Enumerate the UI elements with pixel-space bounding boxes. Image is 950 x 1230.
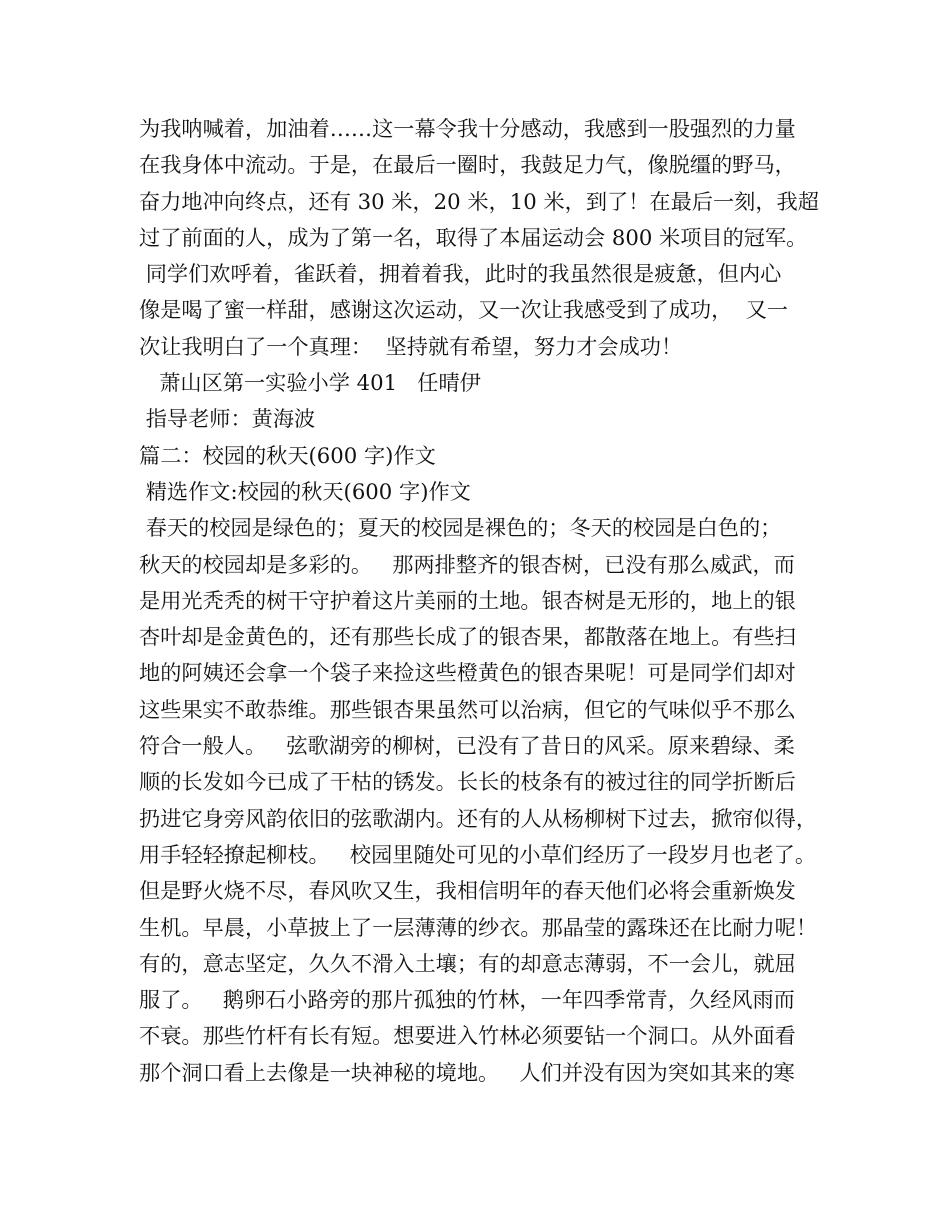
section-title: 篇二：校园的秋天(600 字)作文: [139, 442, 436, 468]
text-line: 杏叶却是金黄色的，还有那些长成了的银杏果，都散落在地上。有些扫: [139, 624, 796, 650]
text-line: 用手轻轻撩起柳枝。 校园里随处可见的小草们经历了一段岁月也老了。: [139, 841, 817, 867]
text-line: 同学们欢呼着，雀跃着，拥着着我，此时的我虽然很是疲惫，但内心: [139, 261, 782, 287]
text-line: 符合一般人。 弦歌湖旁的柳树，已没有了昔日的风采。原来碧绿、柔: [139, 733, 795, 759]
text-line: 但是野火烧不尽，春风吹又生，我相信明年的春天他们必将会重新焕发: [139, 878, 796, 904]
text-line: 不衰。那些竹杆有长有短。想要进入竹林必须要钻一个洞口。从外面看: [139, 1023, 796, 1049]
text-line: 地的阿姨还会拿一个袋子来捡这些橙黄色的银杏果呢！可是同学们却对: [139, 660, 796, 686]
teacher-line: 指导老师：黄海波: [139, 406, 316, 432]
text-line: 为我呐喊着，加油着……这一幕令我十分感动，我感到一股强烈的力量: [139, 116, 796, 141]
text-line: 奋力地冲向终点，还有 30 米，20 米，10 米，到了！在最后一刻，我超: [139, 188, 819, 214]
text-line: 像是喝了蜜一样甜，感谢这次运动，又一次让我感受到了成功， 又一: [139, 297, 789, 323]
text-line: 扔进它身旁风韵依旧的弦歌湖内。还有的人从杨柳树下过去，掀帘似得，: [139, 805, 818, 831]
author-line: 萧山区第一实验小学 401 任晴伊: [139, 370, 481, 396]
text-line: 在我身体中流动。于是，在最后一圈时，我鼓足力气，像脱缰的野马，: [139, 152, 796, 178]
text-line: 有的，意志坚定，久久不滑入土壤；有的却意志薄弱，不一会儿，就屈: [139, 950, 796, 976]
document-body: [139, 111, 839, 1091]
text-line: 次让我明白了一个真理： 坚持就有希望，努力才会成功！: [139, 333, 683, 359]
text-line: 这些果实不敢恭维。那些银杏果虽然可以治病，但它的气味似乎不那么: [139, 696, 796, 722]
text-line: 那个洞口看上去像是一块神秘的境地。 人们并没有因为突如其来的寒: [139, 1059, 795, 1085]
text-line: 服了。 鹅卵石小路旁的那片孤独的竹林，一年四季常青，久经风雨而: [139, 987, 795, 1013]
text-line: 秋天的校园却是多彩的。 那两排整齐的银杏树，已没有那么威武，而: [139, 551, 795, 577]
text-line: 生机。早晨，小草披上了一层薄薄的纱衣。那晶莹的露珠还在比耐力呢！: [139, 914, 818, 940]
text-line: 过了前面的人，成为了第一名，取得了本届运动会 800 米项目的冠军。: [139, 224, 808, 250]
section-subtitle: 精选作文:校园的秋天(600 字)作文: [139, 478, 471, 504]
text-line: 顺的长发如今已成了干枯的锈发。长长的枝条有的被过往的同学折断后: [139, 769, 796, 795]
text-line: 是用光秃秃的树干守护着这片美丽的土地。银杏树是无形的，地上的银: [139, 587, 796, 613]
text-line: 春天的校园是绿色的；夏天的校园是裸色的；冬天的校园是白色的；: [139, 515, 782, 541]
